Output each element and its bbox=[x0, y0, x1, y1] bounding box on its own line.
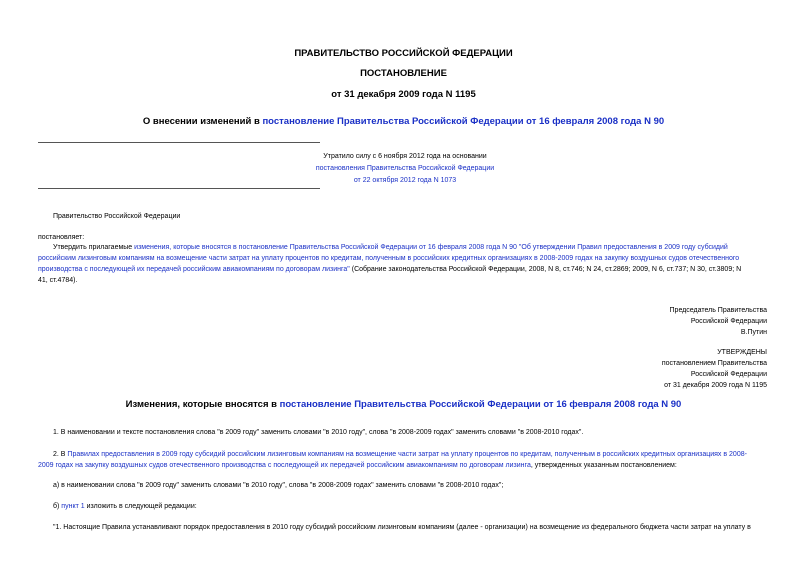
status-link-date[interactable]: от 22 октября 2012 года N 1073 bbox=[353, 177, 457, 184]
change-item-a: а) в наименовании слова "в 2009 году" заменить словами "в 2010 году", слова "в 2008-2009 годах" заменить словами "в 2008-2010 годах"; bbox=[53, 482, 504, 489]
item-b-prefix: б) bbox=[53, 503, 62, 510]
signature-org: Российской Федерации bbox=[690, 318, 767, 325]
p1-changes-link[interactable]: изменения, которые вносятся в постановление Правительства Российской Федерации от 16 февраля 2008 года N 90 bbox=[134, 244, 517, 251]
change-item-2-line-1 bbox=[53, 449, 747, 460]
approved-heading: УТВЕРЖДЕНЫ bbox=[717, 349, 767, 356]
decrees-line: постановляет: bbox=[38, 234, 85, 241]
item2-rules-link-cont[interactable]: 2009 годах на закупку воздушных судов отечественного производства с последующей их передачей российским авиакомпаниям по договорам лизинга bbox=[38, 462, 531, 469]
doc-title-prefix: О внесении изменений в bbox=[142, 116, 263, 127]
signature-name: В.Путин bbox=[740, 329, 767, 336]
paragraph-1-line-2[interactable]: российским лизинговым компаниям на возмещение части затрат на уплату процентов по кредитам, полученным в российских кредитных организациях в 2008-2009 годах на закупку воздушных судов отечественного bbox=[38, 255, 740, 262]
p1-text-a: Утвердить прилагаемые bbox=[53, 244, 135, 251]
change-item-2-line-2 bbox=[38, 460, 677, 471]
doc-title bbox=[0, 116, 807, 127]
paragraph-1-line-1 bbox=[53, 242, 728, 253]
status-top-rule bbox=[38, 142, 320, 143]
status-link-decree[interactable]: постановления Правительства Российской Федерации bbox=[315, 165, 495, 172]
doc-title-link[interactable]: постановление Правительства Российской Федерации от 16 февраля 2008 года N 90 bbox=[262, 116, 665, 127]
doc-date-heading: от 31 декабря 2009 года N 1195 bbox=[331, 89, 476, 100]
org-heading: ПРАВИТЕЛЬСТВО РОССИЙСКОЙ ФЕДЕРАЦИИ bbox=[294, 48, 513, 59]
paragraph-1-line-4: 41, ст.4784). bbox=[38, 277, 78, 284]
item2-rules-link[interactable]: Правилах предоставления в 2009 году субсидий российским лизинговым компаниям на возмещение части затрат на уплату процентов по кредитам, полученным в российских кредитных организациях в 2008- bbox=[67, 451, 747, 458]
approved-line-4: от 31 декабря 2009 года N 1195 bbox=[664, 382, 767, 389]
change-quote: "1. Настоящие Правила устанавливают порядок предоставления в 2010 году субсидий российским лизинговым компаниям (далее - организации) на возмещение из федерального бюджета части затрат на уплату в bbox=[53, 524, 751, 531]
status-bottom-rule bbox=[38, 188, 320, 189]
p1-line3-text: (Собрание законодательства Российской Федерации, 2008, N 8, ст.746; N 24, ст.2869; 2009, N 6, ст.737; N 30, ст.3809; N bbox=[349, 266, 742, 273]
approved-line-3: Российской Федерации bbox=[690, 371, 767, 378]
changes-title-link[interactable]: постановление Правительства Российской Федерации от 16 февраля 2008 года N 90 bbox=[279, 399, 682, 410]
changes-title bbox=[0, 399, 807, 410]
doc-type-heading: ПОСТАНОВЛЕНИЕ bbox=[360, 68, 447, 79]
changes-title-prefix: Изменения, которые вносятся в bbox=[125, 399, 280, 410]
p1-line3-link[interactable]: производства с последующей их передачей российским авиакомпаниям по договорам лизинга" bbox=[38, 266, 350, 273]
signature-title: Председатель Правительства bbox=[669, 307, 767, 314]
approved-line-2: постановлением Правительства bbox=[661, 360, 767, 367]
item-b-point-link[interactable]: пункт 1 bbox=[61, 503, 85, 510]
change-item-b bbox=[53, 501, 197, 512]
change-item-1: 1. В наименовании и тексте постановления слова "в 2009 году" заменить словами "в 2010 году", слова "в 2008-2009 годах" заменить словами "в 2008-2010 годах". bbox=[53, 429, 584, 436]
item2-text-a: 2. В bbox=[53, 451, 68, 458]
paragraph-1-line-3 bbox=[38, 264, 741, 275]
status-line-1: Утратило силу с 6 ноября 2012 года на основании bbox=[323, 153, 487, 160]
gov-line: Правительство Российской Федерации bbox=[53, 213, 181, 220]
item2-text-b: , утвержденных указанным постановлением: bbox=[530, 462, 677, 469]
item-b-rest: изложить в следующей редакции: bbox=[84, 503, 197, 510]
p1-decree-name-link[interactable]: "Об утверждении Правил предоставления в 2009 году субсидий bbox=[516, 244, 728, 251]
